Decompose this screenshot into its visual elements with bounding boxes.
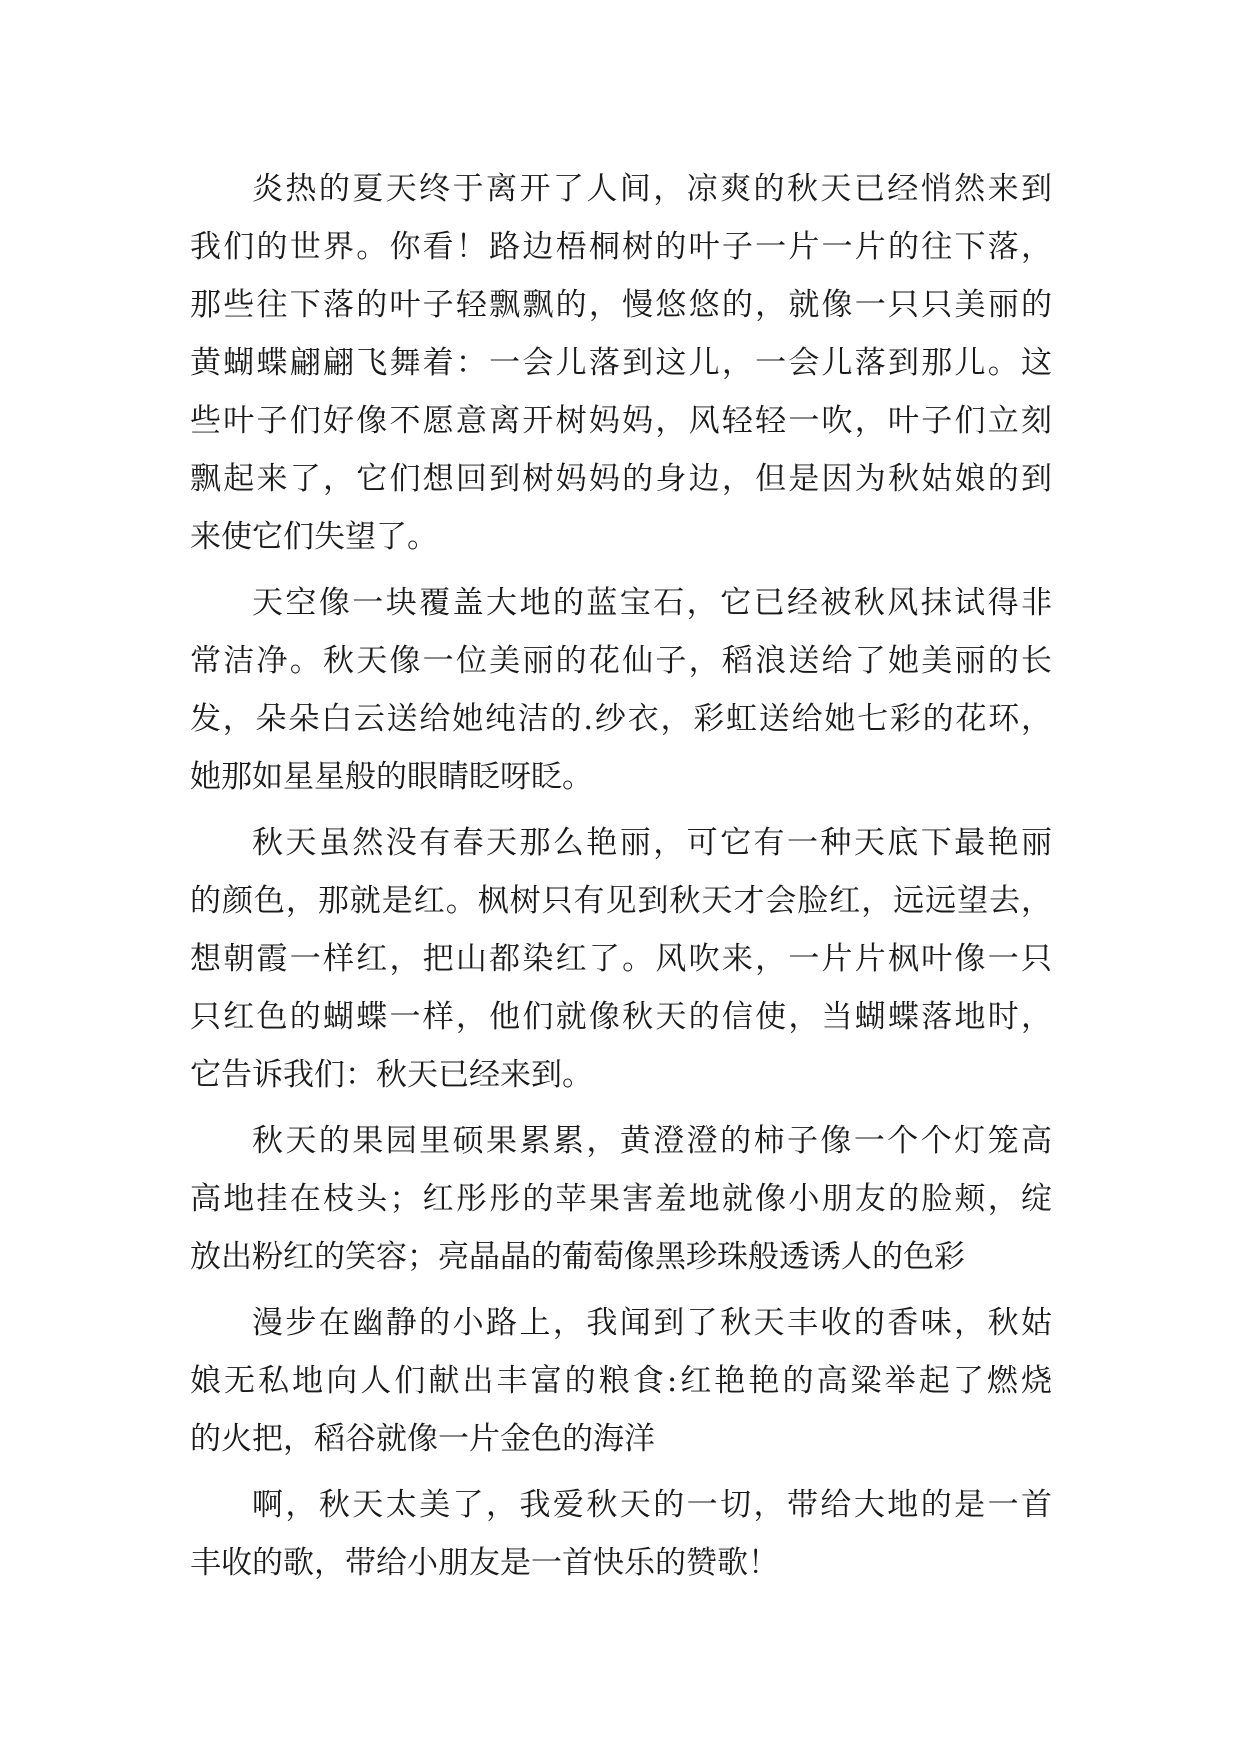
text-line: 只红色的蝴蝶一样，他们就像秋天的信使，当蝴蝶落地时， [190,999,1052,1035]
text-line: 的颜色，那就是红。枫树只有见到秋天才会脸红，远远望去， [190,883,1052,919]
text-line: 的火把，稻谷就像一片金色的海洋 [190,1421,655,1457]
text-line: 想朝霞一样红，把山都染红了。风吹来，一片片枫叶像一只 [190,941,1052,977]
paragraph-2 [190,574,1052,806]
text-line: 飘起来了，它们想回到树妈妈的身边，但是因为秋姑娘的到 [190,461,1052,497]
text-line: 丰收的歌，带给小朋友是一首快乐的赞歌！ [190,1545,779,1581]
paragraph-3 [190,814,1052,1104]
text-line: 天空像一块覆盖大地的蓝宝石，它已经被秋风抹试得非 [252,585,1052,621]
document-body [190,160,1052,1600]
text-line: 她那如星星般的眼睛眨呀眨。 [190,759,593,795]
text-line: 炎热的夏天终于离开了人间，凉爽的秋天已经悄然来到 [252,171,1052,207]
text-line: 秋天虽然没有春天那么艳丽，可它有一种天底下最艳丽 [252,825,1052,861]
text-line: 来使它们失望了。 [190,519,438,555]
paragraph-4 [190,1112,1052,1286]
text-line: 高地挂在枝头；红彤彤的苹果害羞地就像小朋友的脸颊，绽 [190,1181,1052,1217]
text-line: 它告诉我们：秋天已经来到。 [190,1057,593,1093]
paragraph-6 [190,1476,1052,1592]
text-line: 那些往下落的叶子轻飘飘的，慢悠悠的，就像一只只美丽的 [190,287,1052,323]
text-line: 啊，秋天太美了，我爱秋天的一切，带给大地的是一首 [252,1487,1052,1523]
text-line: 漫步在幽静的小路上，我闻到了秋天丰收的香味，秋姑 [252,1305,1052,1341]
text-line: 秋天的果园里硕果累累，黄澄澄的柿子像一个个灯笼高 [252,1123,1052,1159]
text-line: 娘无私地向人们献出丰富的粮食:红艳艳的高粱举起了燃烧 [190,1363,1052,1399]
text-line: 我们的世界。你看！路边梧桐树的叶子一片一片的往下落， [190,229,1052,265]
text-line: 发，朵朵白云送给她纯洁的.纱衣，彩虹送给她七彩的花环， [190,701,1052,737]
text-line: 常洁净。秋天像一位美丽的花仙子，稻浪送给了她美丽的长 [190,643,1052,679]
text-line: 些叶子们好像不愿意离开树妈妈，风轻轻一吹，叶子们立刻 [190,403,1052,439]
paragraph-5 [190,1294,1052,1468]
text-line: 放出粉红的笑容；亮晶晶的葡萄像黑珍珠般透诱人的色彩 [190,1239,965,1275]
text-line: 黄蝴蝶翩翩飞舞着：一会儿落到这儿，一会儿落到那儿。这 [190,345,1052,381]
paragraph-1 [190,160,1052,566]
